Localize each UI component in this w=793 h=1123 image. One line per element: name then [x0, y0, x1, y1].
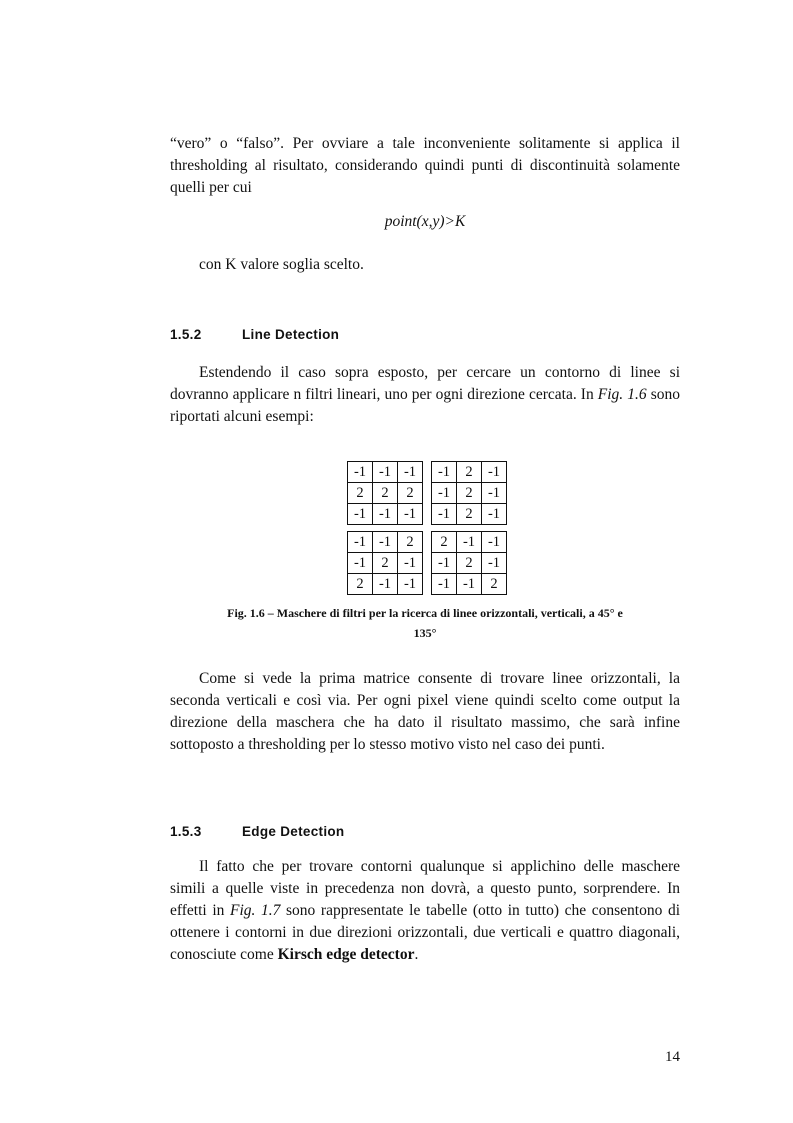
mask-row [432, 553, 507, 574]
mask-cell: -1 [457, 532, 482, 553]
mask-cell: -1 [432, 504, 457, 525]
paragraph-matrix-explanation: Come si vede la prima matrice consente di trovare linee orizzontali, la seconda verticali e così via. Per ogni pixel viene quindi scelto come output la direzione della maschera che ha dato il risultato massimo, che sarà infine sottoposto a thresholding per lo stesso motivo visto nel caso dei punti. [170, 670, 680, 753]
kirsch-term: Kirsch edge detector [277, 946, 415, 963]
mask-135-degrees [431, 531, 507, 595]
mask-row [348, 483, 423, 504]
mask-cell: -1 [482, 553, 507, 574]
text-run: Estendendo il caso sopra esposto, per cercare un contorno di linee si dovranno applicare n filtri lineari, uno per ogni direzione cercata. In [170, 364, 680, 403]
mask-cell: -1 [432, 462, 457, 483]
mask-cell: -1 [348, 553, 373, 574]
formula-threshold: point(x,y)>K [384, 213, 466, 230]
mask-cell: 2 [348, 483, 373, 504]
mask-cell: -1 [482, 532, 507, 553]
mask-cell: -1 [432, 553, 457, 574]
figure-reference: Fig. 1.6 [597, 386, 647, 403]
mask-row [348, 532, 423, 553]
mask-cell: -1 [482, 504, 507, 525]
mask-row [432, 504, 507, 525]
figure-reference: Fig. 1.7 [230, 902, 281, 919]
mask-cell: -1 [373, 532, 398, 553]
mask-row [432, 574, 507, 595]
text-run: sono riportati alcuni esempi: [170, 386, 680, 425]
section-number: 1.5.3 [170, 824, 202, 839]
mask-row [432, 462, 507, 483]
mask-cell: 2 [482, 574, 507, 595]
mask-cell: 2 [348, 574, 373, 595]
mask-row [348, 553, 423, 574]
page-number: 14 [665, 1049, 680, 1065]
mask-cell: -1 [398, 504, 423, 525]
mask-row [432, 483, 507, 504]
section-heading-edge-detection [170, 824, 344, 839]
text-run: . [414, 946, 419, 963]
mask-horizontal [347, 461, 423, 525]
section-title: Line Detection [242, 327, 340, 342]
mask-cell: 2 [432, 532, 457, 553]
paragraph-line-detection-intro [170, 362, 680, 428]
mask-cell: 2 [457, 462, 482, 483]
mask-cell: -1 [348, 532, 373, 553]
mask-cell: 2 [457, 553, 482, 574]
caption-line-1: Fig. 1.6 – Maschere di filtri per la ricerca di linee orizzontali, verticali, a 45° e [227, 606, 623, 620]
mask-row [348, 574, 423, 595]
mask-row [348, 462, 423, 483]
section-title: Edge Detection [242, 824, 345, 839]
text-run: sono rappresentate le tabelle (otto in tutto) che consentono di ottenere i contorni in due direzioni orizzontali, due verticali e quattro diagonali, conosciute come [170, 902, 681, 963]
mask-cell: -1 [457, 574, 482, 595]
mask-cell: -1 [373, 504, 398, 525]
paragraph-threshold-value: con K valore soglia scelto. [199, 256, 364, 273]
mask-cell: -1 [432, 574, 457, 595]
section-number: 1.5.2 [170, 327, 202, 342]
mask-cell: -1 [482, 462, 507, 483]
mask-cell: -1 [373, 574, 398, 595]
mask-cell: 2 [373, 553, 398, 574]
mask-cell: -1 [348, 504, 373, 525]
mask-cell: -1 [348, 462, 373, 483]
mask-cell: 2 [457, 483, 482, 504]
mask-cell: 2 [457, 504, 482, 525]
figure-caption [170, 603, 680, 643]
mask-cell: -1 [482, 483, 507, 504]
paragraph-thresholding: “vero” o “falso”. Per ovviare a tale inconveniente solitamente si applica il thresholding al risultato, considerando quindi punti di discontinuità solamente quelli per cui [170, 135, 680, 196]
mask-vertical [431, 461, 507, 525]
text-run: Il fatto che per trovare contorni qualunque si applichino delle maschere simili a quelle viste in precedenza non dovrà, a questo punto, sorprendere. In effetti in [170, 858, 680, 919]
mask-cell: 2 [373, 483, 398, 504]
mask-cell: 2 [398, 483, 423, 504]
mask-cell: 2 [398, 532, 423, 553]
mask-row [432, 532, 507, 553]
paragraph-edge-detection [170, 856, 680, 966]
caption-line-2: 135° [413, 626, 437, 640]
section-heading-line-detection [170, 327, 339, 342]
mask-cell: -1 [432, 483, 457, 504]
mask-cell: -1 [398, 574, 423, 595]
mask-cell: -1 [373, 462, 398, 483]
mask-row [348, 504, 423, 525]
mask-cell: -1 [398, 553, 423, 574]
mask-45-degrees [347, 531, 423, 595]
mask-cell: -1 [398, 462, 423, 483]
